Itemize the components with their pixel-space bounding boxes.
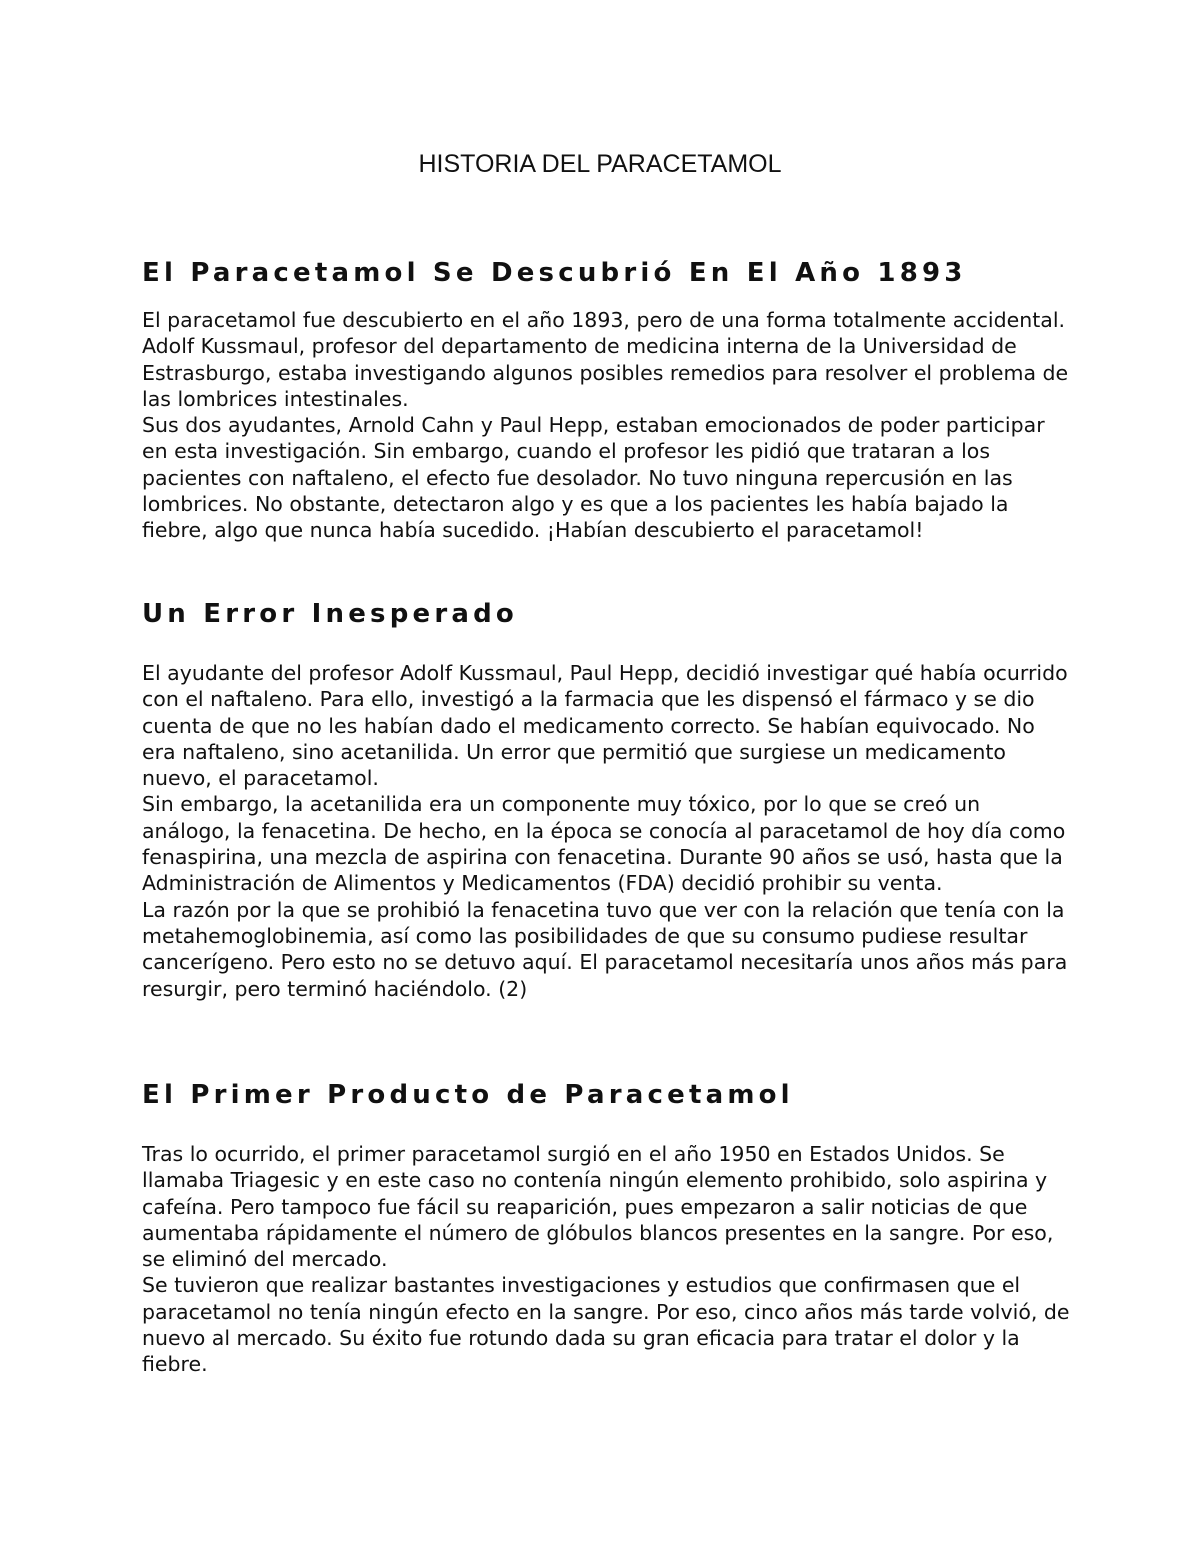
section-heading: El Primer Producto de Paracetamol: [142, 1080, 794, 1110]
section-discovery: [142, 255, 1072, 544]
section-first-product: [142, 1077, 1072, 1378]
section-unexpected-error: [142, 596, 1072, 1002]
paragraph: El ayudante del profesor Adolf Kussmaul, Paul Hepp, decidió investigar qué había ocurrido con el naftaleno. Para ello, investigó a la farmacia que les dispensó el fármaco y se dio cuenta de que no les habían dado el medicamento correcto. Se habían equivocado. No era naftaleno, sino acetanilida. Un error que permitió que surgiese un medicamento nuevo, el paracetamol.: [142, 661, 1068, 791]
document-title: HISTORIA DEL PARACETAMOL: [418, 150, 782, 178]
section-heading: Un Error Inesperado: [142, 599, 518, 629]
paragraph: El paracetamol fue descubierto en el año 1893, pero de una forma totalmente accidental. Adolf Kussmaul, profesor del departamento de medicina interna de la Universidad de Estrasburgo, estaba investigando algunos posibles remedios para resolver el problema de las lombrices intestinales.: [142, 308, 1069, 411]
paragraph: Se tuvieron que realizar bastantes investigaciones y estudios que confirmasen que el paracetamol no tenía ningún efecto en la sangre. Por eso, cinco años más tarde volvió, de nuevo al mercado. Su éxito fue rotundo dada su gran eficacia para tratar el dolor y la fiebre.: [142, 1273, 1070, 1377]
paragraph: Tras lo ocurrido, el primer paracetamol surgió en el año 1950 en Estados Unidos. Se llamaba Triagesic y en este caso no contenía ningún elemento prohibido, solo aspirina y cafeína. Pero tampoco fue fácil su reaparición, pues empezaron a salir noticias de que aumentaba rápidamente el número de glóbulos blancos presentes en la sangre. Por eso, se eliminó del mercado.: [142, 1142, 1054, 1272]
paragraph: Sin embargo, la acetanilida era un componente muy tóxico, por lo que se creó un análogo, la fenacetina. De hecho, en la época se conocía al paracetamol de hoy día como fenaspirina, una mezcla de aspirina con fenacetina. Durante 90 años se usó, hasta que la Administración de Alimentos y Medicamentos (FDA) decidió prohibir su venta.: [142, 792, 1066, 896]
section-heading: El Paracetamol Se Descubrió En El Año 1893: [142, 258, 967, 288]
paragraph: La razón por la que se prohibió la fenacetina tuvo que ver con la relación que tenía con la metahemoglobinemia, así como las posibilidades de que su consumo pudiese resultar cancerígeno. Pero esto no se detuvo aquí. El paracetamol necesitaría unos años más para resurgir, pero terminó haciéndolo. (2): [142, 897, 1068, 1001]
paragraph: Sus dos ayudantes, Arnold Cahn y Paul Hepp, estaban emocionados de poder participar en esta investigación. Sin embargo, cuando el profesor les pidió que trataran a los pacientes con naftaleno, el efecto fue desolador. No tuvo ninguna repercusión en las lombrices. No obstante, detectaron algo y es que a los pacientes les había bajado la fiebre, algo que nunca había sucedido. ¡Habían descubierto el paracetamol!: [142, 413, 1045, 543]
